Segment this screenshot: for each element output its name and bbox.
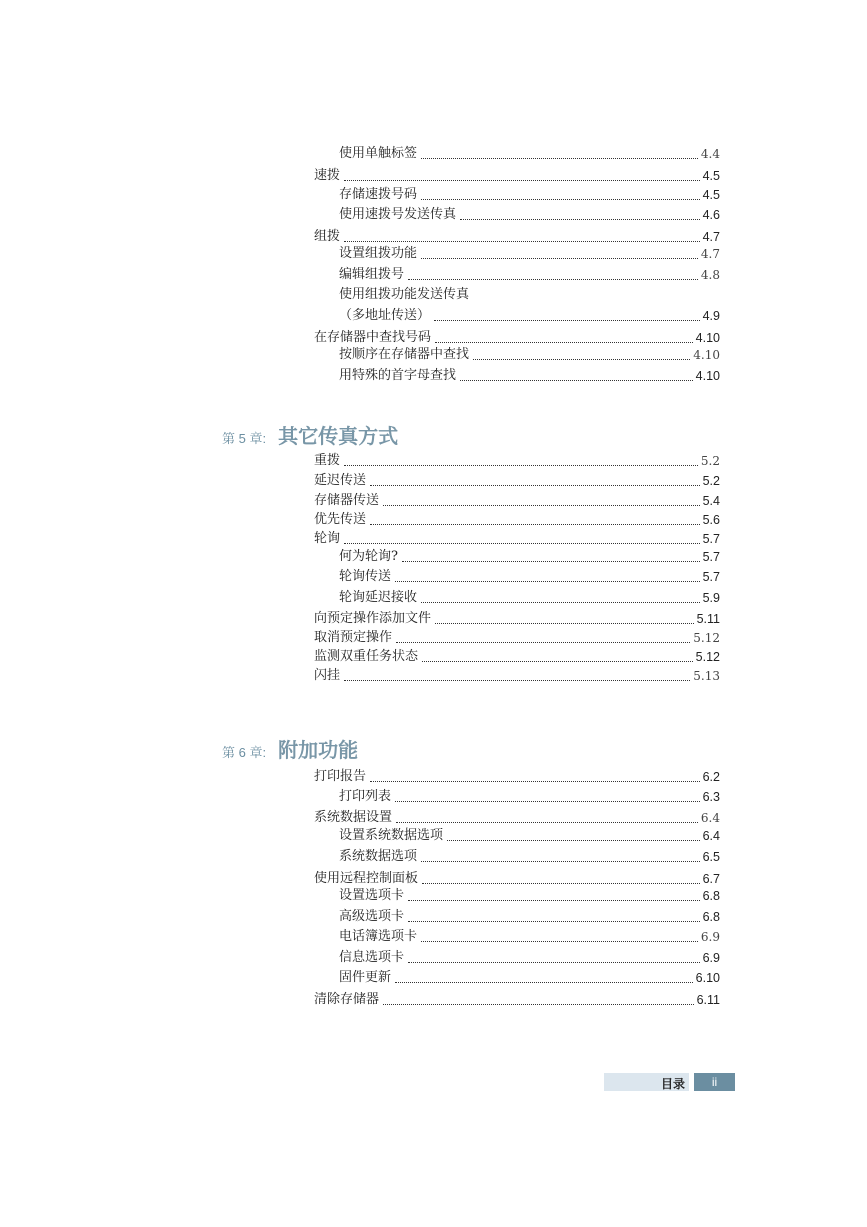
leader-dots bbox=[421, 258, 698, 259]
entry-page: 4.10 bbox=[693, 348, 720, 362]
toc-entry[interactable] bbox=[339, 827, 720, 845]
toc-entry[interactable] bbox=[339, 266, 720, 284]
entry-title: 信息选项卡 bbox=[339, 950, 405, 965]
entry-page: 5.13 bbox=[693, 669, 720, 683]
leader-dots bbox=[395, 982, 693, 983]
toc-entry[interactable] bbox=[314, 492, 720, 510]
entry-page: 4.6 bbox=[702, 208, 720, 222]
footer-label: 目录 bbox=[660, 1077, 685, 1091]
leader-dots bbox=[344, 180, 700, 181]
entry-page: 6.5 bbox=[702, 850, 720, 864]
toc-entry[interactable] bbox=[339, 145, 720, 163]
leader-dots bbox=[408, 279, 698, 280]
entry-title: 轮询 bbox=[314, 531, 341, 546]
entry-title: 存储器传送 bbox=[314, 493, 380, 508]
leader-dots bbox=[434, 320, 700, 321]
entry-title: 固件更新 bbox=[339, 970, 392, 985]
leader-dots bbox=[421, 941, 698, 942]
leader-dots bbox=[344, 465, 698, 466]
leader-dots bbox=[447, 840, 700, 841]
leader-dots bbox=[395, 581, 700, 582]
toc-entry[interactable] bbox=[339, 346, 720, 364]
toc-entry[interactable] bbox=[314, 991, 720, 1009]
leader-dots bbox=[460, 219, 700, 220]
entry-title: 高级选项卡 bbox=[339, 909, 405, 924]
entry-page: 6.9 bbox=[702, 951, 720, 965]
entry-page: 5.7 bbox=[702, 532, 720, 546]
entry-page: 5.7 bbox=[702, 550, 720, 564]
leader-dots bbox=[370, 781, 700, 782]
entry-title: 闪挂 bbox=[314, 668, 341, 683]
leader-dots bbox=[460, 380, 693, 381]
entry-page: 4.7 bbox=[700, 247, 720, 261]
toc-entry[interactable] bbox=[339, 307, 720, 325]
leader-dots bbox=[421, 602, 700, 603]
entry-title: 延迟传送 bbox=[314, 473, 367, 488]
leader-dots bbox=[383, 1004, 694, 1005]
entry-title: 速拨 bbox=[314, 168, 341, 183]
toc-entry[interactable] bbox=[314, 530, 720, 548]
leader-dots bbox=[422, 661, 693, 662]
toc-entry[interactable] bbox=[339, 848, 720, 866]
chapter-number: 第 5 章: bbox=[222, 431, 267, 446]
entry-page: 5.7 bbox=[702, 570, 720, 584]
toc-entry[interactable] bbox=[314, 228, 720, 246]
toc-entry[interactable] bbox=[339, 245, 720, 263]
toc-entry[interactable] bbox=[339, 206, 720, 224]
entry-title: 取消预定操作 bbox=[314, 630, 393, 645]
toc-entry[interactable] bbox=[314, 472, 720, 490]
entry-page: 5.11 bbox=[696, 612, 720, 626]
entry-page: 5.2 bbox=[702, 474, 720, 488]
entry-page: 4.5 bbox=[702, 188, 720, 202]
entry-page: 5.6 bbox=[702, 513, 720, 527]
entry-page: 4.8 bbox=[700, 268, 720, 282]
toc-entry[interactable] bbox=[339, 969, 720, 987]
leader-dots bbox=[370, 524, 700, 525]
footer-label-band bbox=[604, 1073, 689, 1091]
entry-title: 设置组拨功能 bbox=[339, 246, 418, 261]
entry-title: 用特殊的首字母查找 bbox=[339, 368, 457, 383]
entry-page: 4.10 bbox=[695, 331, 720, 345]
entry-page: 6.2 bbox=[702, 770, 720, 784]
entry-title: 电话簿选项卡 bbox=[339, 929, 418, 944]
toc-entry[interactable] bbox=[339, 286, 720, 304]
entry-title: 按顺序在存储器中查找 bbox=[339, 347, 470, 362]
entry-title: 使用组拨功能发送传真 bbox=[339, 287, 470, 302]
leader-dots bbox=[435, 623, 694, 624]
leader-dots bbox=[383, 505, 700, 506]
toc-entry[interactable] bbox=[339, 788, 720, 806]
entry-page: 4.10 bbox=[695, 369, 720, 383]
footer-page-number: ii bbox=[694, 1073, 735, 1091]
entry-page: 6.11 bbox=[696, 993, 720, 1007]
toc-entry[interactable] bbox=[314, 167, 720, 185]
toc-entry[interactable] bbox=[339, 908, 720, 926]
toc-entry[interactable] bbox=[339, 548, 720, 566]
toc-entry[interactable] bbox=[314, 452, 720, 470]
chapter-6-heading bbox=[222, 734, 358, 763]
entry-title: 向预定操作添加文件 bbox=[314, 611, 432, 626]
entry-title: 设置选项卡 bbox=[339, 888, 405, 903]
entry-title: 打印报告 bbox=[314, 769, 367, 784]
leader-dots bbox=[396, 822, 698, 823]
toc-entry[interactable] bbox=[339, 928, 720, 946]
leader-dots bbox=[421, 158, 698, 159]
toc-entry[interactable] bbox=[339, 949, 720, 967]
entry-page: 6.10 bbox=[695, 971, 720, 985]
entry-page: 6.8 bbox=[702, 910, 720, 924]
entry-page: 5.4 bbox=[702, 494, 720, 508]
entry-title: 组拨 bbox=[314, 229, 341, 244]
leader-dots bbox=[421, 861, 700, 862]
entry-page: 4.9 bbox=[702, 309, 720, 323]
entry-title: 打印列表 bbox=[339, 789, 392, 804]
entry-page: 5.2 bbox=[700, 454, 720, 468]
toc-entry[interactable] bbox=[314, 870, 720, 888]
toc-entry[interactable] bbox=[339, 186, 720, 204]
entry-page: 5.9 bbox=[702, 591, 720, 605]
entry-title: 监测双重任务状态 bbox=[314, 649, 419, 664]
entry-title: 在存储器中查找号码 bbox=[314, 330, 432, 345]
entry-page: 6.9 bbox=[700, 930, 720, 944]
leader-dots bbox=[408, 962, 700, 963]
entry-title: 轮询传送 bbox=[339, 569, 392, 584]
toc-entry[interactable] bbox=[314, 768, 720, 786]
entry-title: 编辑组拨号 bbox=[339, 267, 405, 282]
entry-page: 5.12 bbox=[695, 650, 720, 664]
toc-entry[interactable] bbox=[314, 610, 720, 628]
entry-page: 4.4 bbox=[700, 147, 720, 161]
toc-entry[interactable] bbox=[339, 887, 720, 905]
entry-page: 6.4 bbox=[702, 829, 720, 843]
chapter-title: 附加功能 bbox=[278, 738, 359, 762]
entry-title: 使用速拨号发送传真 bbox=[339, 207, 457, 222]
entry-title: 设置系统数据选项 bbox=[339, 828, 444, 843]
entry-page: 5.12 bbox=[693, 631, 720, 645]
entry-title: 系统数据设置 bbox=[314, 810, 393, 825]
chapter-number: 第 6 章: bbox=[222, 745, 267, 760]
leader-dots bbox=[344, 241, 700, 242]
leader-dots bbox=[421, 199, 700, 200]
entry-page: 4.5 bbox=[702, 169, 720, 183]
toc-entry[interactable] bbox=[314, 511, 720, 529]
leader-dots bbox=[370, 485, 700, 486]
entry-title: 系统数据选项 bbox=[339, 849, 418, 864]
entry-page: 4.7 bbox=[702, 230, 720, 244]
entry-title: 优先传送 bbox=[314, 512, 367, 527]
leader-dots bbox=[408, 921, 700, 922]
leader-dots bbox=[344, 543, 700, 544]
leader-dots bbox=[408, 900, 700, 901]
toc-entry[interactable] bbox=[339, 367, 720, 385]
toc-entry[interactable] bbox=[314, 329, 720, 347]
entry-title: 清除存储器 bbox=[314, 992, 380, 1007]
toc-entry[interactable] bbox=[339, 568, 720, 586]
chapter-title: 其它传真方式 bbox=[278, 424, 399, 448]
entry-title: 使用远程控制面板 bbox=[314, 871, 419, 886]
toc-entry[interactable] bbox=[314, 809, 720, 827]
entry-title: （多地址传送） bbox=[339, 308, 431, 323]
leader-dots bbox=[402, 561, 700, 562]
leader-dots bbox=[344, 680, 690, 681]
entry-page: 6.3 bbox=[702, 790, 720, 804]
entry-title: 存储速拨号码 bbox=[339, 187, 418, 202]
chapter-5-heading bbox=[222, 420, 398, 449]
entry-page: 6.7 bbox=[702, 872, 720, 886]
leader-dots bbox=[422, 883, 700, 884]
entry-page: 6.4 bbox=[700, 811, 720, 825]
toc-entry[interactable] bbox=[314, 667, 720, 685]
leader-dots bbox=[395, 801, 700, 802]
entry-title: 使用单触标签 bbox=[339, 146, 418, 161]
leader-dots bbox=[435, 342, 693, 343]
entry-page: 6.8 bbox=[702, 889, 720, 903]
entry-title: 何为轮询? bbox=[339, 549, 398, 564]
leader-dots bbox=[396, 642, 690, 643]
entry-title: 重拨 bbox=[314, 453, 341, 468]
entry-title: 轮询延迟接收 bbox=[339, 590, 418, 605]
toc-entry[interactable] bbox=[314, 629, 720, 647]
toc-entry[interactable] bbox=[314, 648, 720, 666]
toc-entry[interactable] bbox=[339, 589, 720, 607]
leader-dots bbox=[473, 359, 690, 360]
